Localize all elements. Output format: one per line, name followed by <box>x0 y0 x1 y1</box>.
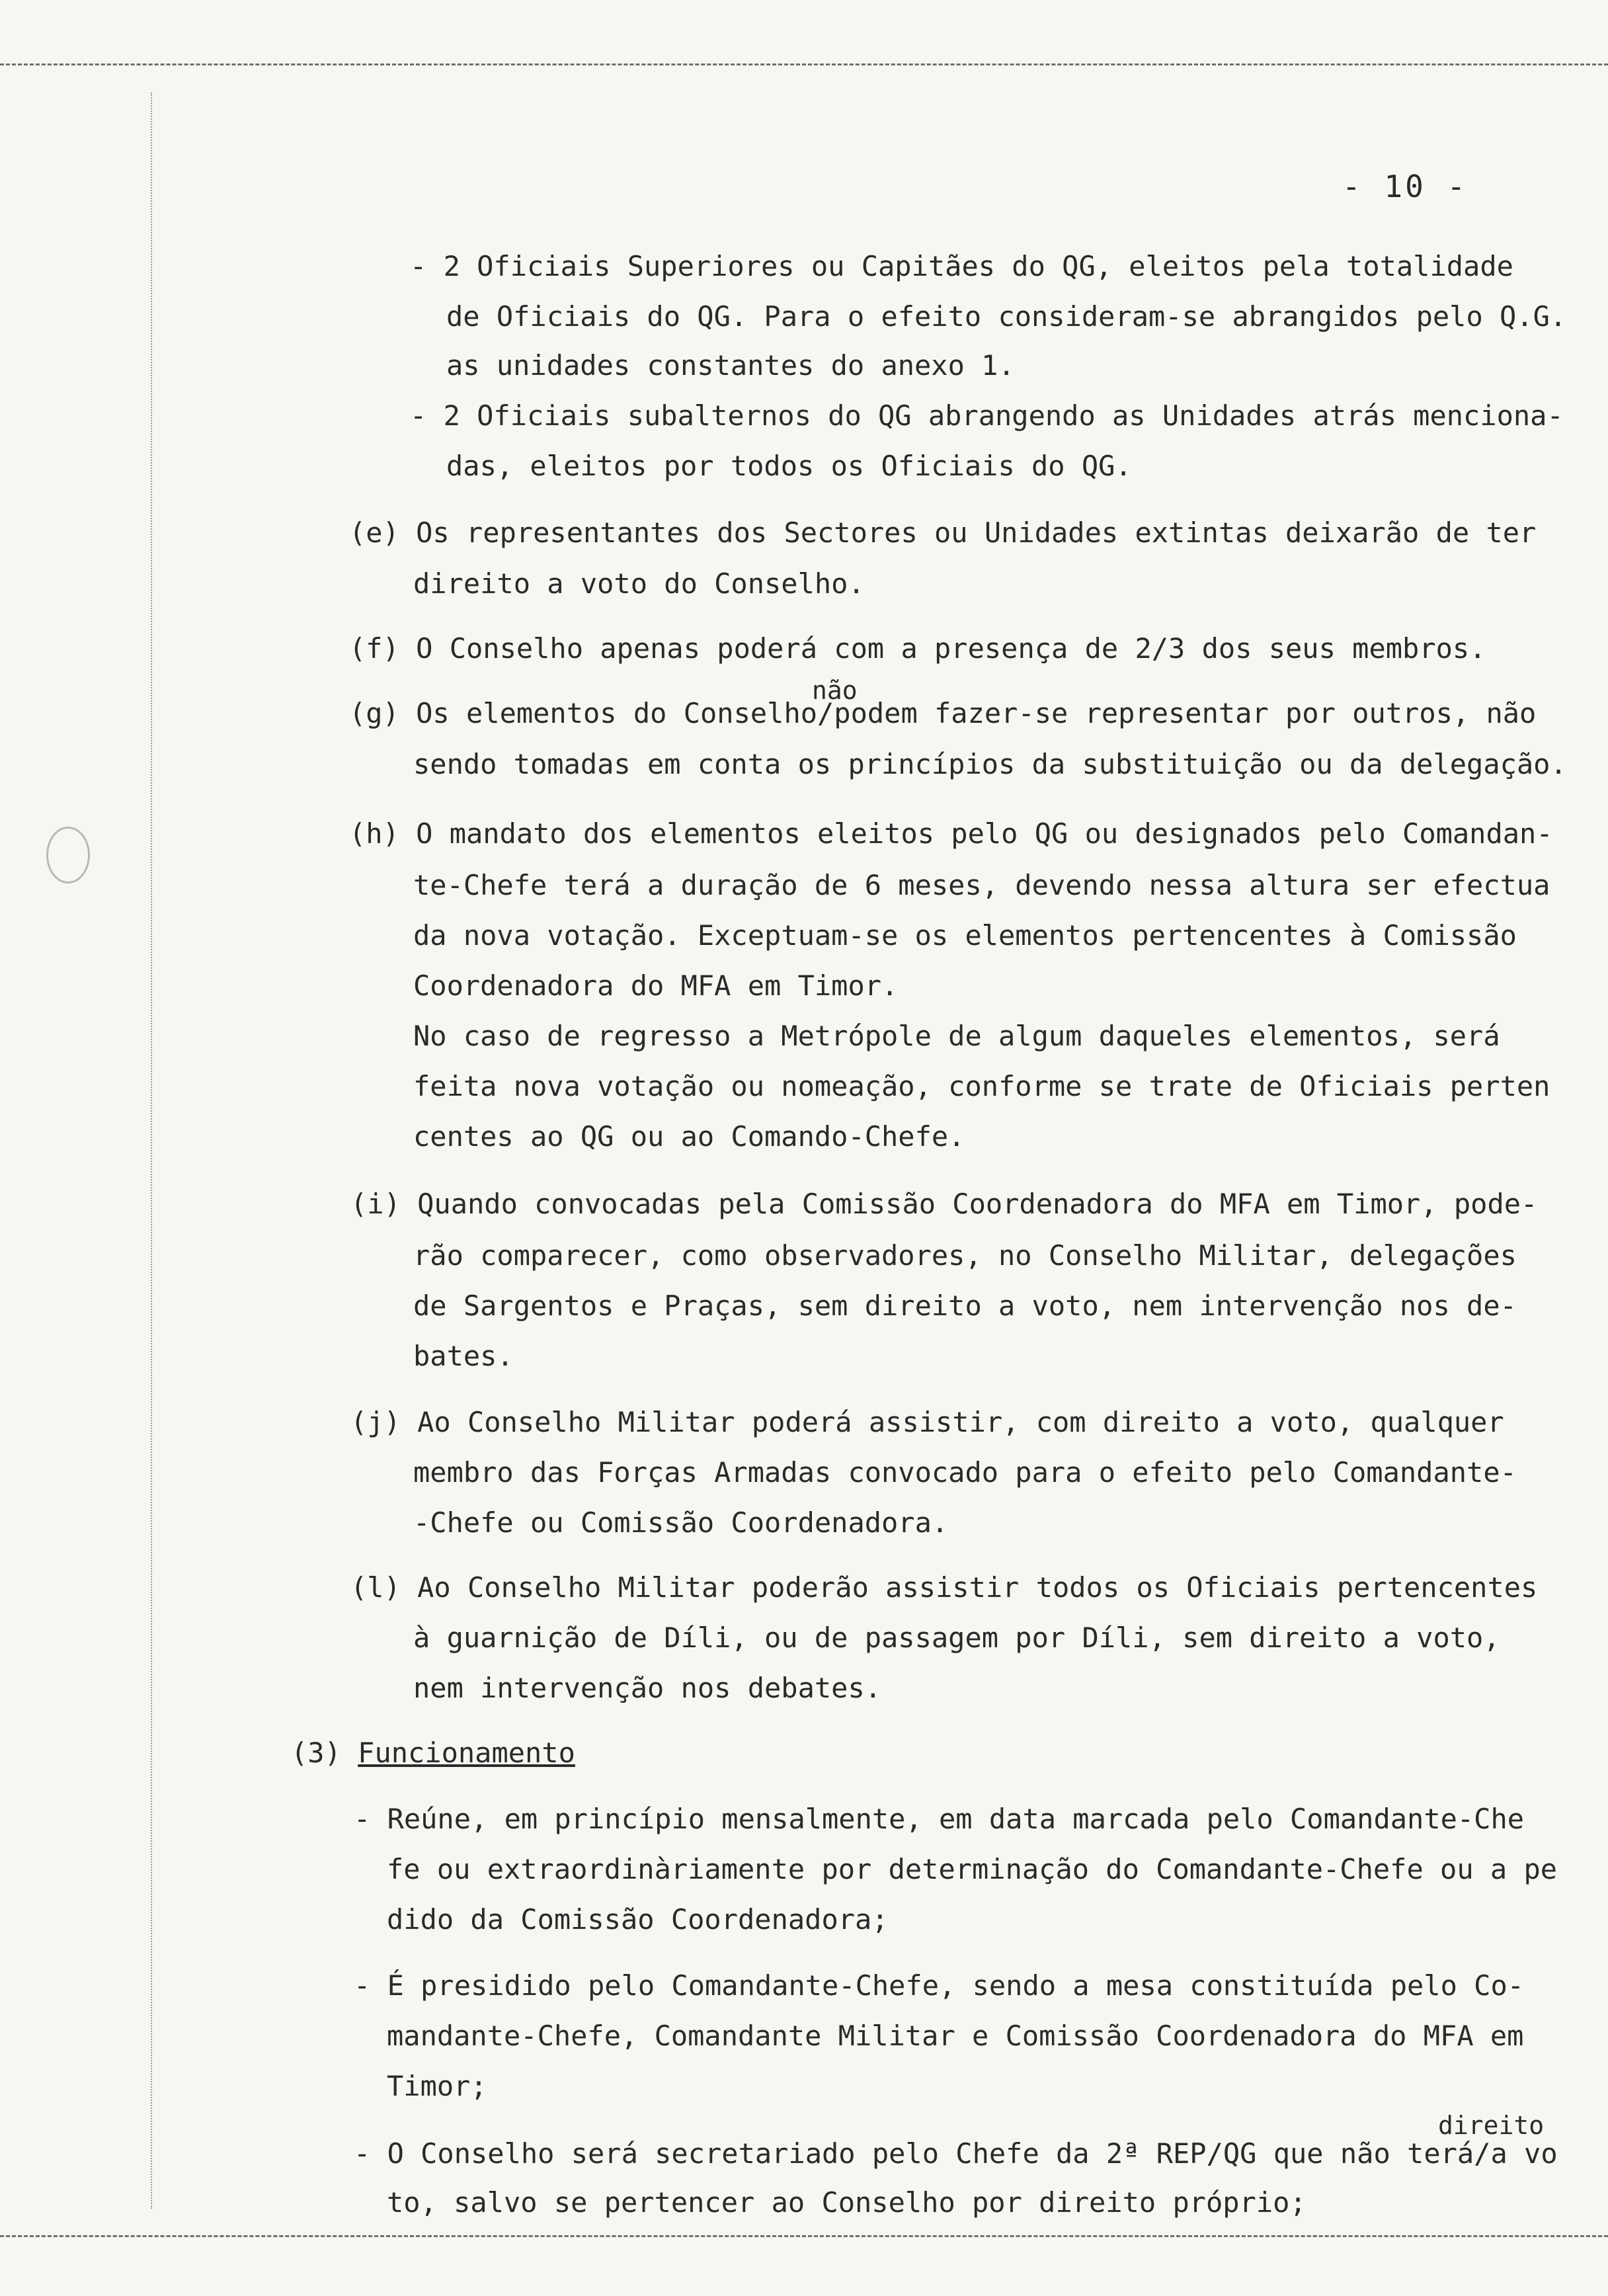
text-line-content: nem intervenção nos debates. <box>413 1672 882 1704</box>
text-line <box>413 1506 949 1539</box>
text-line <box>387 2022 1523 2050</box>
text-line-content: (e) Os representantes dos Sectores ou Unidades extintas deixarão de ter <box>349 516 1537 549</box>
text-line-content: centes ao QG ou ao Comando-Chefe. <box>413 1120 965 1153</box>
text-line-content: No caso de regresso a Metrópole de algum daqueles elementos, será <box>413 1020 1500 1052</box>
text-line <box>413 1674 881 1702</box>
text-line-content: - 2 Oficiais Superiores ou Capitães do QG, eleitos pela totalidade <box>410 250 1513 282</box>
text-line-content: mandante-Chefe, Comandante Militar e Comissão Coordenadora do MFA em <box>387 2020 1524 2052</box>
text-line-content: à guarnição de Díli, ou de passagem por Díli, sem direito a voto, <box>413 1621 1500 1654</box>
text-line-content: te-Chefe terá a duração de 6 meses, devendo nessa altura ser efectua <box>413 869 1550 901</box>
text-line <box>349 817 1553 850</box>
text-line <box>410 399 1564 432</box>
text-line-content: de Oficiais do QG. Para o efeito consideram-se abrangidos pelo Q.G. <box>446 300 1567 333</box>
text-line <box>387 2072 487 2100</box>
text-line <box>291 1739 575 1767</box>
text-line-content: -Chefe ou Comissão Coordenadora. <box>413 1506 949 1539</box>
text-line-content: direito a voto do Conselho. <box>413 567 865 600</box>
text-line-content: Timor; <box>387 2070 487 2102</box>
text-line-content: (h) O mandato dos elementos eleitos pelo QG ou designados pelo Comandan- <box>349 817 1553 850</box>
text-line-content: de Sargentos e Praças, sem direito a voto, nem intervenção nos de- <box>413 1290 1517 1322</box>
text-line-content: Coordenadora do MFA em Timor. <box>413 969 899 1002</box>
text-line-content: (f) O Conselho apenas poderá com a presença de 2/3 dos seus membros. <box>349 632 1486 665</box>
text-line-content: da nova votação. Exceptuam-se os elementos pertencentes à Comissão <box>413 919 1517 952</box>
text-line <box>413 1022 1500 1050</box>
text-line-content: - 2 Oficiais subalternos do QG abrangendo as Unidades atrás menciona- <box>410 399 1564 432</box>
text-line <box>413 869 1550 901</box>
text-line-content: dido da Comissão Coordenadora; <box>387 1903 889 1936</box>
text-line-content: to, salvo se pertencer ao Conselho por direito próprio; <box>387 2186 1306 2219</box>
text-line <box>349 632 1486 665</box>
text-line-content: membro das Forças Armadas convocado para o efeito pelo Comandante- <box>413 1456 1517 1489</box>
text-line <box>413 1292 1517 1320</box>
top-rule <box>0 63 1608 65</box>
text-line <box>350 1190 1537 1218</box>
section-heading: Funcionamento <box>358 1737 575 1769</box>
text-line <box>387 1853 1558 1885</box>
text-line-content: sendo tomadas em conta os princípios da substituição ou da delegação. <box>413 748 1567 780</box>
punch-hole <box>46 827 90 883</box>
text-line <box>413 1342 514 1370</box>
text-line <box>413 1070 1550 1102</box>
text-line <box>349 516 1537 549</box>
text-line-content: bates. <box>413 1340 514 1372</box>
text-line-content: rão comparecer, como observadores, no Conselho Militar, delegações <box>413 1239 1517 1272</box>
text-line <box>410 250 1513 282</box>
text-line-content: - É presidido pelo Comandante-Chefe, sendo a mesa constituída pelo Co- <box>354 1969 1525 2002</box>
text-line <box>413 1621 1500 1654</box>
text-line-content: - Reúne, em princípio mensalmente, em data marcada pelo Comandante-Che <box>354 1803 1525 1835</box>
page-number: - 10 - <box>1342 169 1468 204</box>
text-line <box>350 1571 1538 1604</box>
text-line <box>354 1969 1525 2002</box>
text-line <box>413 919 1517 952</box>
margin-line <box>151 93 152 2209</box>
text-line-content: feita nova votação ou nomeação, conforme se trate de Oficiais perten <box>413 1070 1550 1102</box>
handwritten-insert: não <box>812 676 858 705</box>
text-line-content: as unidades constantes do anexo 1. <box>446 349 1015 382</box>
text-line <box>349 697 1537 729</box>
text-line <box>446 300 1567 333</box>
text-line <box>354 2137 1558 2170</box>
text-line-content: das, eleitos por todos os Oficiais do QG. <box>446 450 1132 482</box>
text-line <box>387 2186 1306 2219</box>
text-line <box>350 1406 1504 1438</box>
text-line <box>413 748 1567 780</box>
text-line <box>413 567 865 600</box>
text-line <box>446 349 1015 382</box>
bottom-rule <box>0 2235 1608 2237</box>
text-line <box>413 1239 1517 1272</box>
text-line <box>354 1805 1524 1833</box>
text-line <box>413 969 899 1002</box>
text-line-content: (i) Quando convocadas pela Comissão Coordenadora do MFA em Timor, pode- <box>350 1188 1538 1220</box>
text-line-content: fe ou extraordinàriamente por determinação do Comandante-Chefe ou a pe <box>387 1853 1558 1885</box>
text-line-content: (3) <box>291 1737 358 1769</box>
text-line-content: (l) Ao Conselho Militar poderão assistir todos os Oficiais pertencentes <box>350 1571 1538 1604</box>
text-line-content: (j) Ao Conselho Militar poderá assistir, com direito a voto, qualquer <box>350 1406 1504 1438</box>
text-line <box>446 452 1132 480</box>
text-line-content: - O Conselho será secretariado pelo Chefe da 2ª REP/QG que não terá/a vo <box>354 2137 1558 2170</box>
text-line-content: (g) Os elementos do Conselho/podem fazer-se representar por outros, não <box>349 697 1537 729</box>
text-line <box>413 1120 965 1153</box>
handwritten-insert: direito <box>1438 2111 1545 2140</box>
text-line <box>413 1456 1517 1489</box>
text-line <box>387 1903 889 1936</box>
